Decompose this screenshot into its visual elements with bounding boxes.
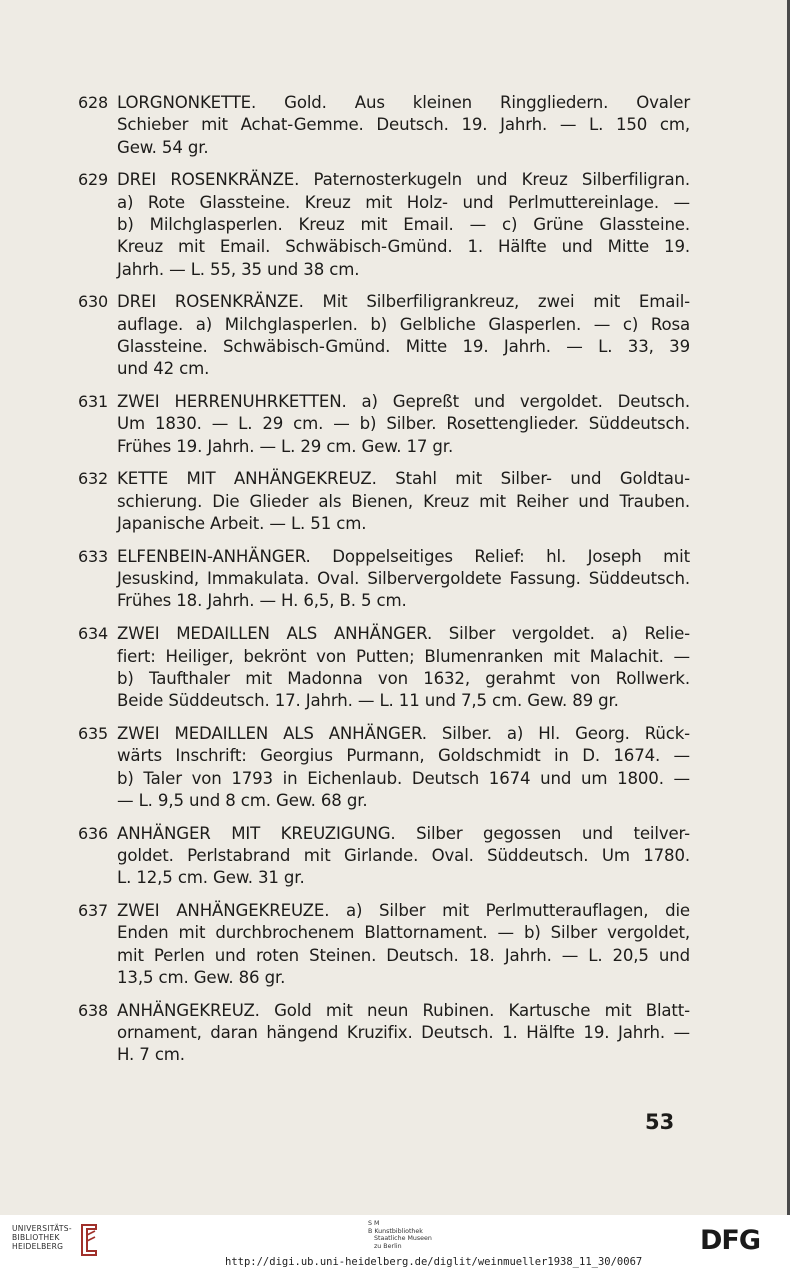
- catalog-entry: [72, 623, 690, 712]
- entry-number: 636: [78, 823, 109, 843]
- entry-line: Beide Süddeutsch. 17. Jahrh. — L. 11 und 7,5 cm. Gew. 89 gr.: [117, 691, 619, 711]
- university-line: HEIDELBERG: [12, 1242, 64, 1251]
- entry-line: KETTE MIT ANHÄNGEKREUZ. Stahl mit Silber- und Goldtau-: [117, 469, 690, 489]
- catalog-entry: [72, 169, 690, 280]
- university-name: [12, 1224, 72, 1251]
- catalog-entry: [72, 723, 690, 812]
- catalog-entry: [72, 468, 690, 535]
- smb-line: B Kunstbibliothek: [368, 1227, 423, 1235]
- entry-line: Japanische Arbeit. — L. 51 cm.: [117, 514, 367, 534]
- catalog-entry: [72, 92, 690, 159]
- entry-line: b) Milchglasperlen. Kreuz mit Email. — c) Grüne Glassteine.: [117, 214, 690, 234]
- entry-line: fiert: Heiliger, bekrönt von Putten; Blumenranken mit Malachit. —: [117, 646, 690, 666]
- entry-number: 633: [78, 546, 109, 566]
- smb-line: S M: [368, 1220, 380, 1227]
- university-line: BIBLIOTHEK: [12, 1233, 60, 1242]
- smb-kunstbibliothek-logo[interactable]: [368, 1220, 432, 1250]
- catalog-entry: [72, 391, 690, 458]
- catalog-entry: [72, 900, 690, 989]
- entry-number: 635: [78, 723, 109, 743]
- entry-line: goldet. Perlstabrand mit Girlande. Oval. Süddeutsch. Um 1780.: [117, 845, 690, 865]
- entry-line: H. 7 cm.: [117, 1045, 185, 1065]
- entry-line: Enden mit durchbrochenem Blattornament. — b) Silber vergoldet,: [117, 923, 690, 943]
- entry-line: Kreuz mit Email. Schwäbisch-Gmünd. 1. Hälfte und Mitte 19.: [117, 237, 690, 257]
- entry-line: mit Perlen und roten Steinen. Deutsch. 18. Jahrh. — L. 20,5 und: [117, 945, 690, 965]
- university-library-logo[interactable]: [12, 1223, 102, 1263]
- entry-line: schierung. Die Glieder als Bienen, Kreuz mit Reiher und Trauben.: [117, 491, 690, 511]
- dfg-logo[interactable]: [700, 1226, 778, 1256]
- entry-number: 632: [78, 469, 109, 489]
- entry-number: 637: [78, 901, 109, 920]
- entry-number: 629: [78, 170, 109, 190]
- catalog-entry: [72, 546, 690, 613]
- entry-line: und 42 cm.: [117, 359, 210, 379]
- entry-line: Um 1830. — L. 29 cm. — b) Silber. Rosettenglieder. Süddeutsch.: [117, 414, 690, 434]
- dfg-logo-icon: [700, 1226, 778, 1252]
- entry-line: ANHÄNGEKREUZ. Gold mit neun Rubinen. Kartusche mit Blatt-: [117, 1000, 690, 1020]
- entry-line: L. 12,5 cm. Gew. 31 gr.: [117, 868, 305, 888]
- university-line: UNIVERSITÄTS-: [12, 1224, 72, 1233]
- entry-line: — L. 9,5 und 8 cm. Gew. 68 gr.: [117, 790, 368, 810]
- entry-line: ZWEI HERRENUHRKETTEN. a) Gepreßt und vergoldet. Deutsch.: [117, 392, 690, 412]
- entry-line: Jesuskind, Immakulata. Oval. Silbervergoldete Fassung. Süddeutsch.: [117, 569, 690, 589]
- entry-line: Gew. 54 gr.: [117, 137, 209, 157]
- entry-line: Jahrh. — L. 55, 35 und 38 cm.: [117, 259, 360, 279]
- entry-line: ANHÄNGER MIT KREUZIGUNG. Silber gegossen und teilver-: [117, 823, 690, 843]
- entry-number: 631: [78, 392, 109, 412]
- page-number: 53: [645, 1110, 675, 1134]
- entry-line: b) Taufthaler mit Madonna von 1632, gerahmt von Rollwerk.: [117, 668, 690, 688]
- entry-line: 13,5 cm. Gew. 86 gr.: [117, 967, 286, 987]
- entry-line: ZWEI MEDAILLEN ALS ANHÄNGER. Silber. a) Hl. Georg. Rück-: [117, 723, 690, 743]
- entry-line: Glassteine. Schwäbisch-Gmünd. Mitte 19. Jahrh. — L. 33, 39: [117, 336, 690, 356]
- entry-number: 630: [78, 292, 109, 312]
- entry-line: ELFENBEIN-ANHÄNGER. Doppelseitiges Relief: hl. Joseph mit: [117, 546, 690, 566]
- entry-number: 638: [78, 1000, 109, 1020]
- entry-line: a) Rote Glassteine. Kreuz mit Holz- und Perlmuttereinlage. —: [117, 192, 690, 212]
- catalog-entry: [72, 291, 690, 380]
- entry-line: Frühes 18. Jahrh. — H. 6,5, B. 5 cm.: [117, 591, 407, 611]
- entry-line: Schieber mit Achat-Gemme. Deutsch. 19. Jahrh. — L. 150 cm,: [117, 115, 690, 135]
- entry-line: Frühes 19. Jahrh. — L. 29 cm. Gew. 17 gr.: [117, 436, 454, 456]
- entry-number: 634: [78, 624, 109, 644]
- catalog-entry: [72, 823, 690, 890]
- entry-line: DREI ROSENKRÄNZE. Paternosterkugeln und Kreuz Silberfiligran.: [117, 170, 690, 190]
- entry-number: 628: [78, 93, 109, 112]
- source-url-link[interactable]: http://digi.ub.uni-heidelberg.de/diglit/weinmueller1938_11_30/0067: [225, 1256, 643, 1268]
- catalog-entries: [72, 92, 690, 1077]
- dfg-text: DFG: [700, 1226, 761, 1252]
- smb-line: Staatliche Museen: [374, 1235, 432, 1243]
- entry-line: DREI ROSENKRÄNZE. Mit Silberfiligrankreuz, zwei mit Email-: [117, 292, 690, 312]
- entry-line: wärts Inschrift: Georgius Purmann, Goldschmidt in D. 1674. —: [117, 746, 690, 766]
- catalog-entry: [72, 1000, 690, 1067]
- smb-line: zu Berlin: [374, 1242, 402, 1250]
- entry-line: ornament, daran hängend Kruzifix. Deutsch. 1. Hälfte 19. Jahrh. —: [117, 1022, 690, 1042]
- heidelberg-mark-icon: [78, 1223, 100, 1257]
- entry-line: LORGNONKETTE. Gold. Aus kleinen Ringgliedern. Ovaler: [117, 93, 690, 112]
- entry-line: b) Taler von 1793 in Eichenlaub. Deutsch 1674 und um 1800. —: [117, 768, 690, 788]
- entry-line: auflage. a) Milchglasperlen. b) Gelbliche Glasperlen. — c) Rosa: [117, 314, 690, 334]
- entry-line: ZWEI ANHÄNGEKREUZE. a) Silber mit Perlmutterauflagen, die: [117, 901, 690, 920]
- entry-line: ZWEI MEDAILLEN ALS ANHÄNGER. Silber vergoldet. a) Relie-: [117, 624, 690, 644]
